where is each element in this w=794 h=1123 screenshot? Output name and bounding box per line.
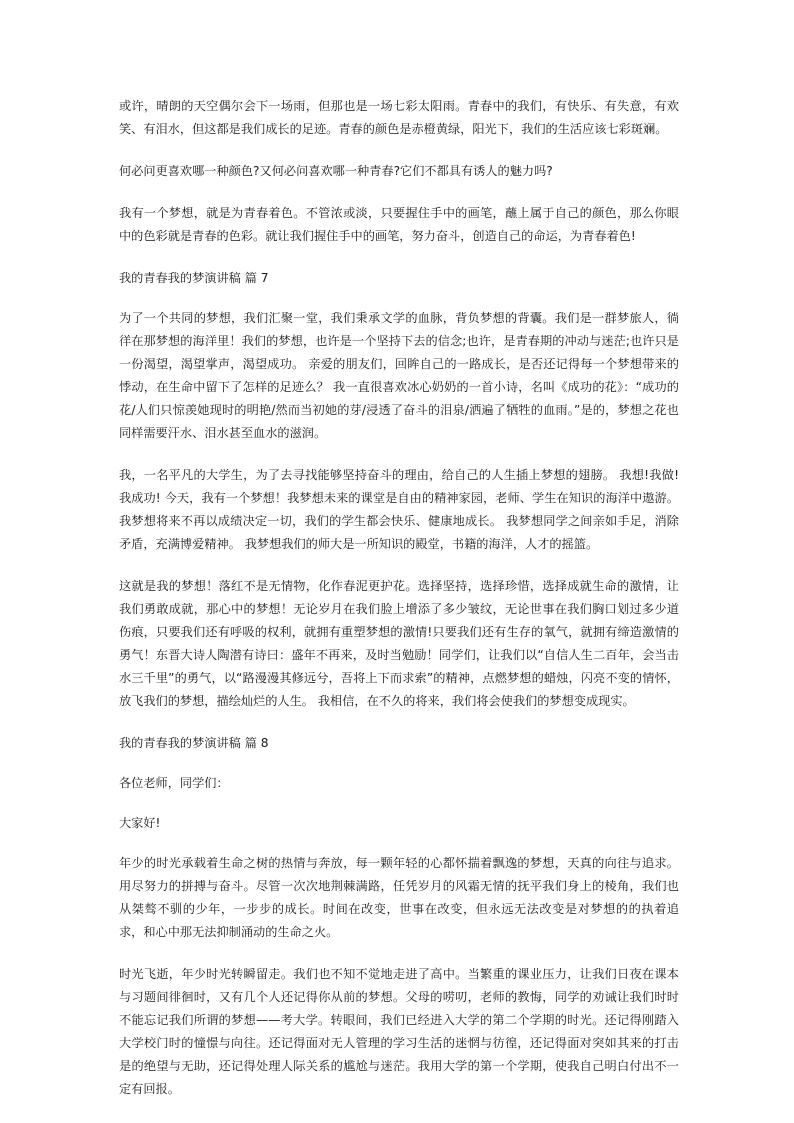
salutation: 各位老师，同学们： [119, 776, 229, 790]
paragraph: 我，一名平凡的大学生，为了去寻找能够坚持奋斗的理由，给自己的人生插上梦想的翅膀。 我想!我做!我成功! 今天，我有一个梦想！我梦想未来的课堂是自由的精神家园，老师、学生在知识的海洋中遨游。 我梦想将来不再以成绩决定一切，我们的学生都会快乐、健康地成长。 我梦想同学之间亲如手足，消除矛盾，充满博爱精神。 我梦想我们的师大是一所知识的殿堂，书籍的海洋，人才的摇篮。 [119, 468, 679, 551]
paragraph: 为了一个共同的梦想，我们汇聚一堂，我们秉承文学的血脉，背负梦想的背囊。我们是一群梦旅人，徜徉在那梦想的海洋里！我们的梦想，也许是一个坚持下去的信念;也许，是青春期的冲动与迷茫;也许只是一份渴望，渴望掌声，渴望成功。 亲爱的朋友们，回眸自己的一路成长，是否还记得每一个梦想带来的悸动，在生命中留下了怎样的足迹么？ 我一直很喜欢冰心奶奶的一首小诗，名叫《成功的花》：“成功的花/人们只惊羡她现时的明艳/然而当初她的芽/浸透了奋斗的泪泉/洒遍了牺牲的血雨。”是的，梦想之花也同样需要汗水、泪水甚至血水的滋润。 [119, 311, 679, 440]
greeting: 大家好! [119, 816, 161, 830]
paragraph: 我有一个梦想，就是为青春着色。不管浓或淡，只要握住手中的画笔，蘸上属于自己的颜色，那么你眼中的色彩就是青春的色彩。就让我们握住手中的画笔，努力奋斗，创造自己的命运，为青春着色! [119, 206, 679, 243]
paragraph: 时光飞逝，年少时光转瞬留走。我们也不知不觉地走进了高中。当繁重的课业压力，让我们日夜在课本与习题间徘徊时，又有几个人还记得你从前的梦想。父母的唠叨，老师的教悔，同学的劝诫让我们时时不能忘记我们所谓的梦想——考大学。转眼间，我们已经进入大学的第二个学期的时光。还记得刚踏入大学校门时的憧憬与向往。还记得面对无人管理的学习生活的迷惘与彷徨，还记得面对突如其来的打击是的绝望与无助，还记得处理人际关系的尴尬与迷茫。我用大学的第一个学期，使我自己明白付出不一定有回报。 [119, 967, 679, 1096]
paragraph: 这就是我的梦想！落红不是无情物，化作春泥更护花。选择坚持，选择珍惜，选择成就生命的激情，让我们勇敢成就，那心中的梦想！无论岁月在我们脸上增添了多少皱纹，无论世事在我们胸口划过多少道伤痕，只要我们还有呼吸的权利，就拥有重塑梦想的激情!只要我们还有生存的氧气，就拥有缔造激情的勇气！东晋大诗人陶潜有诗曰：盛年不再来，及时当勉励！同学们，让我们以“自信人生二百年，会当击水三千里”的勇气，以“路漫漫其修远兮，吾将上下而求索”的精神，点燃梦想的蜡烛，闪亮不变的情怀，放飞我们的梦想，描绘灿烂的人生。 我相信，在不久的将来，我们将会使我们的梦想变成现实。 [119, 579, 679, 708]
paragraph: 或许，晴朗的天空偶尔会下一场雨，但那也是一场七彩太阳雨。青春中的我们，有快乐、有失意，有欢笑、有泪水，但这都是我们成长的足迹。青春的颜色是赤橙黄绿，阳光下，我们的生活应该七彩斑斓。 [119, 99, 679, 136]
section-heading: 我的青春我的梦演讲稿 篇 8 [119, 736, 269, 750]
document-page [119, 95, 679, 1120]
paragraph: 年少的时光承载着生命之树的热情与奔放，每一颗年轻的心都怀揣着飘逸的梦想，天真的向往与追求。用尽努力的拼搏与奋斗。尽管一次次地荆棘满路，任凭岁月的风霜无情的抚平我们身上的棱角，我们也从桀骜不驯的少年，一步步的成长。时间在改变，世事在改变，但永远无法改变是对梦想的的执着追求，和心中那无法抑制涌动的生命之火。 [119, 856, 679, 939]
paragraph: 何必问更喜欢哪一种颜色?又何必问喜欢哪一种青春?它们不都具有诱人的魅力吗? [119, 164, 553, 178]
section-heading: 我的青春我的梦演讲稿 篇 7 [119, 271, 269, 285]
